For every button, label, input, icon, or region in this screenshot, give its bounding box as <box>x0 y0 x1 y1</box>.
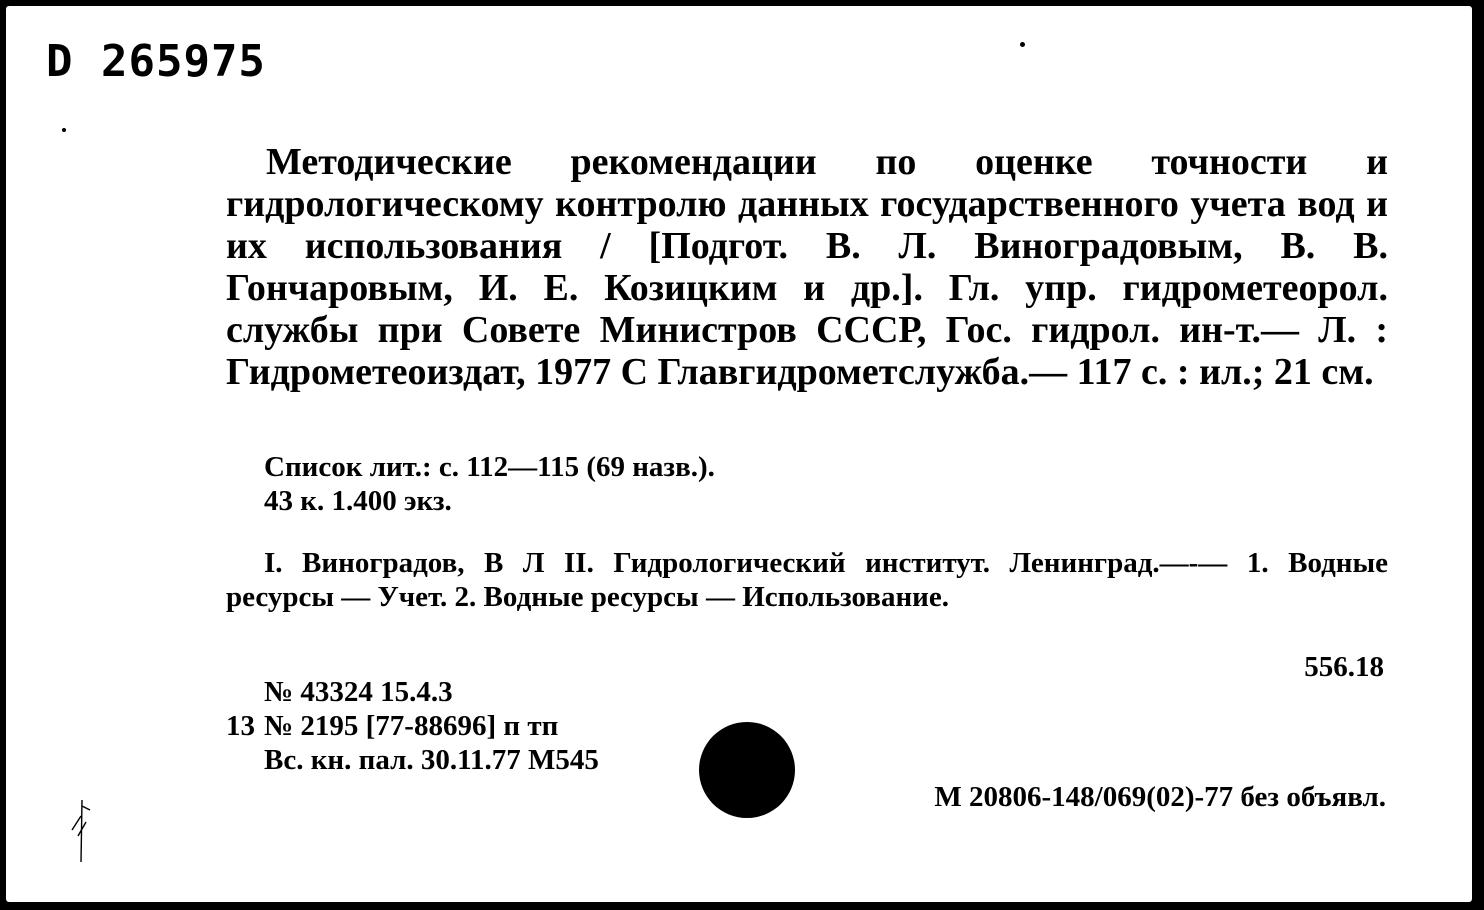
registration-prefix: 13 <box>226 710 255 742</box>
speck-mark <box>1020 42 1025 47</box>
punch-hole <box>699 722 795 818</box>
inventory-number: D 265975 <box>46 36 266 87</box>
price-run-note: 43 к. 1.400 экз. <box>264 485 452 517</box>
registration-block <box>226 675 599 777</box>
registration-line-2 <box>226 709 599 743</box>
speck-mark <box>62 128 66 132</box>
catalog-card <box>6 6 1472 902</box>
main-paragraph <box>226 141 1388 393</box>
bibliography-note: Список лит.: с. 112—115 (69 назв.). <box>264 451 715 483</box>
registration-line-2-text: № 2195 [77-88696] п тп <box>264 710 559 742</box>
price-code: М 20806-148/069(02)-77 без объявл. <box>934 781 1386 813</box>
tracing-block <box>226 546 1388 614</box>
handwritten-mark <box>68 796 98 866</box>
main-description <box>226 141 1388 393</box>
registration-line-1: № 43324 15.4.3 <box>264 676 453 708</box>
udc-code: 556.18 <box>1304 651 1384 683</box>
title-first-word: Методические <box>266 141 512 183</box>
registration-line-3: Вс. кн. пал. 30.11.77 М545 <box>264 744 599 776</box>
title-rest: рекомендации по оценке точности и гидрологическому контролю данных государственного учета вод и их использования / [Подгот. В. Л. Виноградовым, В. В. Гончаровым, И. Е. Козицким и др.]. Гл. упр. гидрометеорол. службы при Совете Министров СССР, Гос. гидрол. ин-т.— Л. : Гидрометеоиздат, 1977 С Главгидрометслужба.— 117 с. : ил.; 21 см. <box>226 141 1388 393</box>
notes-block <box>264 450 964 518</box>
tracing-text: I. Виноградов, В Л II. Гидрологический институт. Ленинград.—-— 1. Водные ресурсы — Учет. 2. Водные ресурсы — Использование. <box>226 547 1388 613</box>
